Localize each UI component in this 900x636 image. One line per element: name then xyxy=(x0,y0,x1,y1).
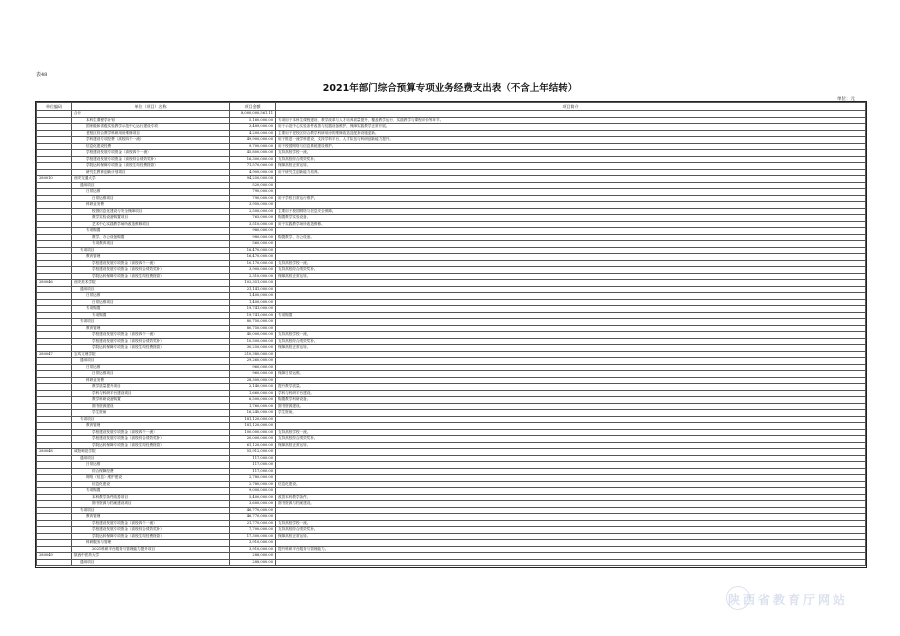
row-desc-cell: 图书资源与档案建设。 xyxy=(276,501,866,508)
row-desc-cell: 用于研究生创新能力培养。 xyxy=(276,169,866,176)
row-name-cell: 综合保障经费 xyxy=(72,468,230,475)
row-amount-cell: 17,300,000.00 xyxy=(230,533,276,540)
row-amount-cell: 21,141,000.00 xyxy=(230,286,276,293)
row-name-cell: 学院运转保障专项资金（高校生均经费拨款） xyxy=(72,345,230,352)
row-name-cell: 合计 xyxy=(72,111,230,118)
row-amount-cell: 4,200,000.00 xyxy=(230,130,276,137)
row-name-cell: 陕西中医药大学 xyxy=(72,553,230,560)
row-desc-cell: 支持高校学校一流。 xyxy=(276,150,866,157)
row-desc-cell: 支持高校学校一流。 xyxy=(276,520,866,527)
row-name-cell: 信息化建设 xyxy=(72,481,230,488)
row-amount-cell: 790,000.00 xyxy=(230,189,276,196)
row-amount-cell: 117,000.00 xyxy=(230,468,276,475)
row-amount-cell: 21,770,000.00 xyxy=(230,520,276,527)
row-name-cell: 学校建设发展专项资金（高校四个一流） xyxy=(72,332,230,339)
row-desc-cell: 支持高校综合绩效奖补。 xyxy=(276,156,866,163)
row-amount-cell: 9,700,000.00 xyxy=(230,143,276,150)
row-amount-cell: 94,250,000.00 xyxy=(230,176,276,183)
row-name-cell: 艺术中心实践教学场所改造维修项目 xyxy=(72,221,230,228)
row-amount-cell: 1,760,000.00 xyxy=(230,403,276,410)
row-desc-cell: 学科与科研平台建设。 xyxy=(276,390,866,397)
row-desc-cell: 提升科研平台服务与管理能力。 xyxy=(276,546,866,553)
row-amount-cell: 19,741,000.00 xyxy=(230,306,276,313)
unit-label: 单位：元 xyxy=(837,97,855,102)
row-amount-cell: 19,741,000.00 xyxy=(230,312,276,319)
page-label: 表48 xyxy=(36,72,48,78)
row-amount-cell: 2,780,000.00 xyxy=(230,481,276,488)
row-name-cell: 学校建设发展专项资金（高校四个一流） xyxy=(72,429,230,436)
row-name-cell: 学校建设发展专项资金（高校综合绩效奖补） xyxy=(72,436,230,443)
row-amount-cell: 2,310,000.00 xyxy=(230,273,276,280)
row-name-cell: 学校建设发展专项资金（高校综合绩效奖补） xyxy=(72,527,230,534)
row-name-cell: 本科教学条件改善项目 xyxy=(72,494,230,501)
row-name-cell: 老校区综合教学科研用房维修项目 xyxy=(72,130,230,137)
row-name-cell: 图书资源建设 xyxy=(72,403,230,410)
row-name-cell: 通用项目 xyxy=(72,182,230,189)
row-amount-cell: 61,120,000.00 xyxy=(230,442,276,449)
row-desc-cell: 主要用于校园网络与信息安全保障。 xyxy=(276,208,866,215)
row-amount-cell: 40,000,000.00 xyxy=(230,332,276,339)
row-name-cell: 专项项目 xyxy=(72,507,230,514)
row-amount-cell: 102,351,000.00 xyxy=(230,280,276,287)
col-header-desc: 项目简介 xyxy=(276,103,866,111)
row-amount-cell: 16,470,000.00 xyxy=(230,247,276,254)
row-amount-cell: 3,600,000.00 xyxy=(230,501,276,508)
row-desc-cell: 专项用于本科生课程建设、教学改革与人才培养质量提升，覆盖教学运行、实践教学与课程评价等环节。 xyxy=(276,117,866,124)
row-amount-cell: 10,500,000.00 xyxy=(230,338,276,345)
row-name-cell: 专项教育项目 xyxy=(72,241,230,248)
row-desc-cell: 支持高校学校一流。 xyxy=(276,429,866,436)
row-amount-cell: 8,000,000,561.11 xyxy=(230,111,276,118)
row-amount-cell: 960,000.00 xyxy=(230,364,276,371)
row-code-cell: 280046 xyxy=(37,280,72,287)
row-desc-cell: 改善本科教学条件。 xyxy=(276,494,866,501)
row-name-cell: 科研业务费 xyxy=(72,202,230,209)
row-name-cell: 研究生教育创新计划项目 xyxy=(72,169,230,176)
row-amount-cell: 80,750,000.00 xyxy=(230,319,276,326)
row-name-cell: 日常运维项目 xyxy=(72,371,230,378)
row-name-cell: 专项购置 xyxy=(72,228,230,235)
row-amount-cell: 3,910,000.00 xyxy=(230,546,276,553)
row-amount-cell: 10,170,000.00 xyxy=(230,260,276,267)
row-desc-cell: 用于推进一流学科建设，支持学科平台、人才队伍与科研创新能力提升。 xyxy=(276,137,866,144)
row-amount-cell: 210,380,000.00 xyxy=(230,351,276,358)
row-name-cell: 学校建设发展专项资金（高校四个一流） xyxy=(72,260,230,267)
row-amount-cell: 46,770,000.00 xyxy=(230,507,276,514)
row-amount-cell: 46,770,000.00 xyxy=(230,514,276,521)
row-code-cell: 280048 xyxy=(37,449,72,456)
row-desc-cell: 保障高校正常运转。 xyxy=(276,273,866,280)
row-amount-cell: 1,400,000.00 xyxy=(230,299,276,306)
row-amount-cell: 100,000,000.00 xyxy=(230,429,276,436)
row-amount-cell: 288,000.00 xyxy=(230,559,276,566)
row-name-cell: 学院运转保障专项资金（高校生均经费拨款） xyxy=(72,442,230,449)
row-name-cell: 教学质量提升项目 xyxy=(72,384,230,391)
row-desc-cell: 保障日常运维。 xyxy=(276,371,866,378)
row-name-cell: 日常运维项目 xyxy=(72,299,230,306)
row-amount-cell: 2,500,000.00 xyxy=(230,208,276,215)
row-amount-cell: 520,000.00 xyxy=(230,182,276,189)
row-amount-cell: 980,000.00 xyxy=(230,234,276,241)
row-name-cell: 教育管理 xyxy=(72,325,230,332)
row-amount-cell: 7,700,000.00 xyxy=(230,527,276,534)
watermark-text: 陕西省教育厅网站 xyxy=(727,593,848,607)
row-amount-cell: 4,900,000.00 xyxy=(230,169,276,176)
row-amount-cell: 960,000.00 xyxy=(230,371,276,378)
row-name-cell: 咸阳师范学院 xyxy=(72,449,230,456)
row-amount-cell: 3,950,000.00 xyxy=(230,202,276,209)
row-amount-cell: 28,300,000.00 xyxy=(230,377,276,384)
row-name-cell: 教育管理 xyxy=(72,423,230,430)
row-desc-cell: 学生资助。 xyxy=(276,410,866,417)
row-amount-cell: 980,000.00 xyxy=(230,228,276,235)
col-header-name: 单位（项目）名称 xyxy=(72,103,230,111)
row-amount-cell: 29,260,000.00 xyxy=(230,358,276,365)
row-desc-cell: 保障高校正常运转。 xyxy=(276,345,866,352)
row-desc-cell: 用于学校日常运行维护。 xyxy=(276,195,866,202)
row-name-cell: 教育管理 xyxy=(72,514,230,521)
row-name-cell: 学生资助 xyxy=(72,410,230,417)
row-name-cell: 通用项目 xyxy=(72,358,230,365)
row-desc-cell: 支持高校综合绩效奖补。 xyxy=(276,436,866,443)
row-name-cell: 日常运维 xyxy=(72,462,230,469)
row-name-cell: 宝鸡文理学院 xyxy=(72,351,230,358)
row-amount-cell: 1,400,000.00 xyxy=(230,293,276,300)
row-amount-cell: 117,000.00 xyxy=(230,455,276,462)
row-desc-cell: 专项购置 xyxy=(276,312,866,319)
row-amount-cell: 765,000.00 xyxy=(230,215,276,222)
row-desc-cell xyxy=(276,559,866,566)
row-name-cell: 科研服务与管理 xyxy=(72,540,230,547)
document-title: 2021年部门综合预算专项业务经费支出表（不含上年结转） xyxy=(322,83,578,94)
row-amount-cell: 45,800,000.00 xyxy=(230,150,276,157)
table-body xyxy=(37,111,866,566)
row-name-cell: 专项购置 xyxy=(72,312,230,319)
row-amount-cell: 1,660,000.00 xyxy=(230,390,276,397)
row-name-cell: 日常运维项目 xyxy=(72,195,230,202)
row-amount-cell: 5,400,000.00 xyxy=(230,494,276,501)
row-desc-cell: 购置教学科研设备。 xyxy=(276,397,866,404)
row-name-cell: 日常运维 xyxy=(72,189,230,196)
row-name-cell: 通用项目 xyxy=(72,455,230,462)
row-desc-cell: 图书资源建设。 xyxy=(276,403,866,410)
row-name-cell: 学科与科研平台建设项目 xyxy=(72,390,230,397)
row-name-cell: 专项项目 xyxy=(72,416,230,423)
budget-table-wrapper xyxy=(35,101,867,568)
row-amount-cell: 6,500,000.00 xyxy=(230,397,276,404)
row-amount-cell: 55,912,000.00 xyxy=(230,449,276,456)
row-desc-cell: 支持高校学校一流。 xyxy=(276,260,866,267)
row-desc-cell: 保障高校正常运转。 xyxy=(276,533,866,540)
row-name-cell: 信息化建设经费 xyxy=(72,143,230,150)
row-name-cell: 通用项目 xyxy=(72,559,230,566)
row-desc-cell: 保障高校正常运转。 xyxy=(276,163,866,170)
row-name-cell: 学院运转保障专项资金（高校生均经费拨款） xyxy=(72,163,230,170)
row-name-cell: 学校建设发展专项资金（高校四个一流） xyxy=(72,150,230,157)
table-header-row xyxy=(37,103,866,111)
row-desc-cell: 信息化建设。 xyxy=(276,481,866,488)
row-amount-cell: 3,910,000.00 xyxy=(230,540,276,547)
row-amount-cell: 2,780,000.00 xyxy=(230,475,276,482)
row-name-cell: 教育管理 xyxy=(72,254,230,261)
budget-table xyxy=(36,102,866,566)
row-name-cell: 网络（信息）维护建设 xyxy=(72,475,230,482)
row-amount-cell: 288,000.00 xyxy=(230,553,276,560)
row-desc-cell: 保障高校正常运转。 xyxy=(276,442,866,449)
row-name-cell: 专项项目 xyxy=(72,247,230,254)
row-amount-cell: 80,750,000.00 xyxy=(230,325,276,332)
row-desc-cell: 购置教学实验设备。 xyxy=(276,215,866,222)
row-desc-cell: 支持高校学校一流。 xyxy=(276,332,866,339)
row-code-cell: 280010 xyxy=(37,176,72,183)
row-name-cell: 专项项目 xyxy=(72,319,230,326)
table-row xyxy=(37,559,866,566)
row-name-cell: 西安交通大学 xyxy=(72,176,230,183)
row-amount-cell: 30,250,000.00 xyxy=(230,345,276,352)
row-desc-cell: 支持高校综合绩效奖补。 xyxy=(276,267,866,274)
row-amount-cell: 3,510,000.00 xyxy=(230,221,276,228)
row-amount-cell: 3,489,000.00 xyxy=(230,124,276,131)
row-name-cell: 通用项目 xyxy=(72,286,230,293)
col-header-amount: 项目金额 xyxy=(230,103,276,111)
row-name-cell: 学校建设发展专项资金（高校四个一流） xyxy=(72,520,230,527)
row-amount-cell: 117,000.00 xyxy=(230,462,276,469)
row-amount-cell: 181,120,000.00 xyxy=(230,416,276,423)
row-amount-cell: 20,000,000.00 xyxy=(230,436,276,443)
row-amount-cell: 790,000.00 xyxy=(230,195,276,202)
row-desc-cell: 用于实践教学场所改造维修。 xyxy=(276,221,866,228)
row-desc-cell: 用于示范中心实验条件改善与仪器设备维护，保障实践教学正常开展。 xyxy=(276,124,866,131)
row-name-cell: 专项购置 xyxy=(72,306,230,313)
row-amount-cell: 71,570,000.00 xyxy=(230,163,276,170)
row-desc-cell: 购置教学、办公设备。 xyxy=(276,234,866,241)
row-amount-cell: 9,000,000.00 xyxy=(230,488,276,495)
row-desc-cell: 提升教学质量。 xyxy=(276,384,866,391)
row-code-cell xyxy=(37,559,72,566)
row-name-cell: 日常运维 xyxy=(72,293,230,300)
row-name-cell: 教学、办公设备购置 xyxy=(72,234,230,241)
row-name-cell: 教学科研设备购置 xyxy=(72,397,230,404)
row-name-cell: 2021科研平台服务与管理能力提升项目 xyxy=(72,546,230,553)
row-desc-cell: 主要用于老校区综合教学科研用房的维修改造及配套设施更新。 xyxy=(276,130,866,137)
row-name-cell: 学院运转保障专项资金（高校生均经费拨款） xyxy=(72,273,230,280)
row-name-cell: 图书资源与档案建设项目 xyxy=(72,501,230,508)
row-name-cell: 专项购置 xyxy=(72,488,230,495)
row-amount-cell: 49,900,000.00 xyxy=(230,137,276,144)
row-desc-cell: 用于校园网络与信息系统建设维护。 xyxy=(276,143,866,150)
row-code-cell: 280049 xyxy=(37,553,72,560)
row-name-cell: 西安美术学院 xyxy=(72,280,230,287)
row-amount-cell: 16,300,000.00 xyxy=(230,156,276,163)
row-desc-cell: 支持高校综合绩效奖补。 xyxy=(276,338,866,345)
row-name-cell: 学校建设发展专项资金（高校综合绩效奖补） xyxy=(72,338,230,345)
row-amount-cell: 16,470,000.00 xyxy=(230,254,276,261)
row-name-cell: 教学实验设备购置项目 xyxy=(72,215,230,222)
row-name-cell: 学院运转保障专项资金（高校生均经费拨款） xyxy=(72,533,230,540)
row-desc-cell: 支持高校综合绩效奖补。 xyxy=(276,527,866,534)
row-name-cell: 国家级和省级实验教学示范中心运行建设专项 xyxy=(72,124,230,131)
row-name-cell: 校园信息化建设与安全保障项目 xyxy=(72,208,230,215)
row-amount-cell: 3,900,000.00 xyxy=(230,267,276,274)
row-name-cell: 学校建设发展专项资金（高校综合绩效奖补） xyxy=(72,267,230,274)
row-amount-cell: 2,140,000.00 xyxy=(230,384,276,391)
row-name-cell: 科研业务费 xyxy=(72,377,230,384)
row-name-cell: 日常运维 xyxy=(72,364,230,371)
row-amount-cell: 560,000.00 xyxy=(230,241,276,248)
row-amount-cell: 5,160,000.00 xyxy=(230,117,276,124)
row-name-cell: 学校建设发展专项资金（高校综合绩效奖补） xyxy=(72,156,230,163)
row-amount-cell: 181,120,000.00 xyxy=(230,423,276,430)
row-amount-cell: 16,240,000.00 xyxy=(230,410,276,417)
row-name-cell: 学科建设专项经费（高校四个一流） xyxy=(72,137,230,144)
col-header-code: 单位编码 xyxy=(37,103,72,111)
row-name-cell: 本科生课程学计划 xyxy=(72,117,230,124)
row-code-cell: 280047 xyxy=(37,351,72,358)
